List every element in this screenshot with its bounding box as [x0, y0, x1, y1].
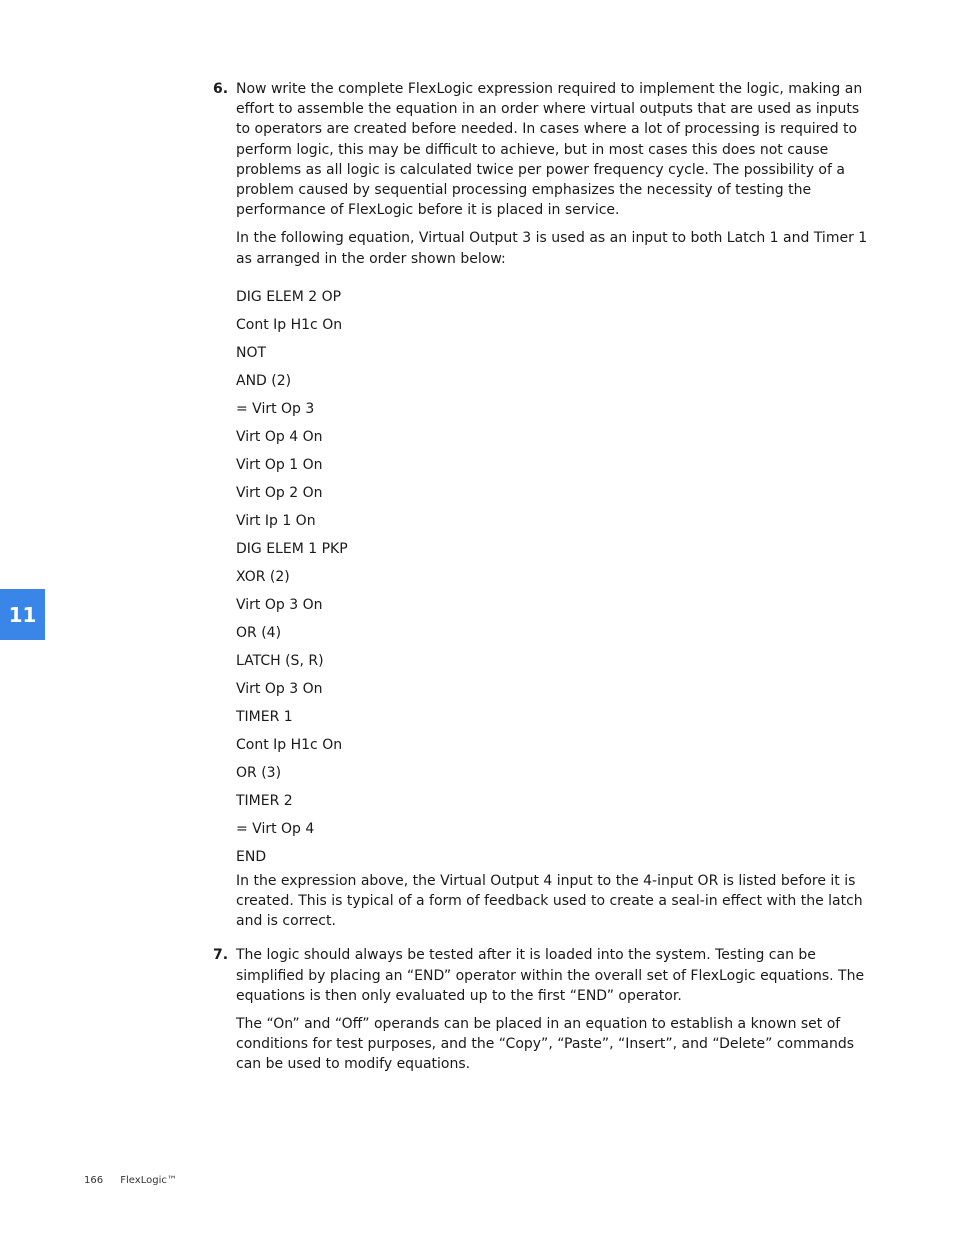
equation-line: Virt Op 4 On — [236, 428, 323, 445]
equation-line: Virt Ip 1 On — [236, 512, 316, 529]
step-7-intro: The logic should always be tested after it is loaded into the system. Testing can be simplified by placing an “END” operator within the overall set of FlexLogic equations. The equations is then only evaluated up to the first “END” operator. — [236, 947, 865, 1004]
step-7 — [213, 945, 873, 1074]
equation-line: = Virt Op 4 — [236, 820, 315, 837]
step-6-lead-in: In the following equation, Virtual Output 3 is used as an input to both Latch 1 and Timer 1 as arranged in the order shown below: — [236, 230, 868, 267]
step-number: 7. — [213, 947, 229, 964]
page-content — [213, 79, 873, 1083]
equation-line: Virt Op 1 On — [236, 456, 323, 473]
equation-line: OR (4) — [236, 624, 282, 641]
step-6-closing: In the expression above, the Virtual Output 4 input to the 4-input OR is listed before it is created. This is typical of a form of feedback used to create a seal-in effect with the latch and is correct. — [236, 872, 863, 930]
flexlogic-equation — [236, 283, 873, 871]
equation-line: Cont Ip H1c On — [236, 316, 343, 333]
equation-line: OR (3) — [236, 764, 282, 781]
equation-line: AND (2) — [236, 372, 292, 389]
equation-line: TIMER 1 — [236, 708, 293, 725]
equation-line: DIG ELEM 2 OP — [236, 288, 342, 305]
equation-line: DIG ELEM 1 PKP — [236, 540, 348, 557]
step-6-intro: Now write the complete FlexLogic expression required to implement the logic, making an effort to assemble the equation in an order where virtual outputs that are used as inputs to operators are created before needed. In cases where a lot of processing is required to perform logic, this may be difficult to achieve, but in most cases this does not cause problems as all logic is calculated twice per power frequency cycle. The possibility of a problem caused by sequential processing emphasizes the necessity of testing the performance of FlexLogic before it is placed in service. — [236, 81, 863, 219]
step-6 — [213, 79, 873, 931]
equation-line: = Virt Op 3 — [236, 400, 315, 417]
chapter-tab: 11 — [0, 589, 45, 640]
page-footer — [84, 1175, 191, 1186]
equation-line: END — [236, 848, 267, 865]
equation-line: Cont Ip H1c On — [236, 736, 343, 753]
equation-line: NOT — [236, 344, 267, 361]
step-number: 6. — [213, 81, 229, 97]
equation-line: TIMER 2 — [236, 792, 293, 809]
page-number: 166 — [84, 1175, 104, 1186]
equation-line: Virt Op 2 On — [236, 484, 323, 501]
equation-line: LATCH (S, R) — [236, 652, 324, 669]
step-7-closing: The “On” and “Off” operands can be placed in an equation to establish a known set of conditions for test purposes, and the “Copy”, “Paste”, “Insert”, and “Delete” commands can be used to modify equations. — [236, 1016, 855, 1073]
equation-line: Virt Op 3 On — [236, 596, 323, 613]
equation-line: Virt Op 3 On — [236, 680, 323, 697]
footer-section-title: FlexLogic™ — [120, 1175, 177, 1186]
equation-line: XOR (2) — [236, 568, 290, 585]
